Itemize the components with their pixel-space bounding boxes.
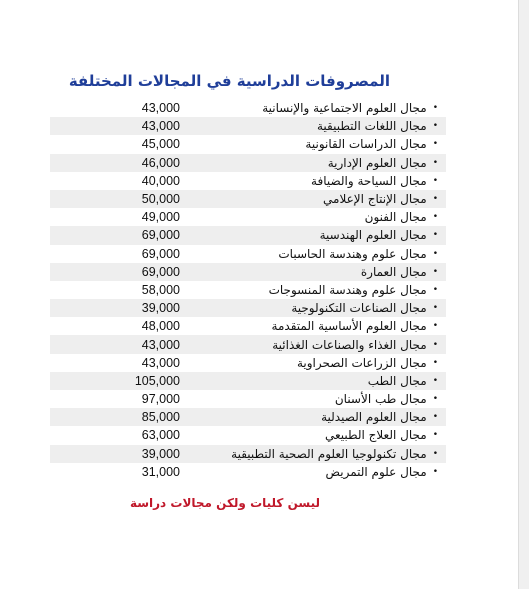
fee-amount: 43,000 (141, 101, 180, 116)
bullet-icon: • (432, 394, 438, 405)
fee-amount: 40,000 (141, 173, 180, 188)
table-row (50, 408, 446, 426)
table-row (50, 317, 446, 335)
field-name-cell (365, 210, 446, 224)
table-row (50, 372, 446, 390)
field-name: مجال العلاج الطبيعي (324, 428, 427, 443)
table-row (50, 390, 446, 408)
fee-amount: 45,000 (141, 137, 180, 152)
fee-amount: 50,000 (141, 192, 180, 207)
table-row (50, 281, 446, 299)
table-row (50, 226, 446, 244)
field-name-cell (328, 156, 446, 170)
fee-amount: 69,000 (141, 264, 180, 279)
field-name: مجال الصناعات التكنولوجية (291, 301, 427, 316)
bullet-icon: • (432, 412, 438, 423)
field-name-cell (361, 265, 446, 279)
bullet-icon: • (432, 303, 438, 314)
bullet-icon: • (432, 430, 438, 441)
bullet-icon: • (432, 284, 438, 295)
field-name: مجال الطب (367, 373, 427, 388)
table-row (50, 445, 446, 463)
fee-amount: 69,000 (141, 228, 180, 243)
fee-amount: 39,000 (141, 301, 180, 316)
fee-amount: 43,000 (141, 337, 180, 352)
field-name: مجال الغذاء والصناعات الغذائية (272, 337, 427, 352)
field-name-cell (323, 192, 446, 206)
field-name: مجال علوم وهندسة الحاسبات (278, 246, 427, 261)
field-name-cell (272, 338, 446, 352)
bullet-icon: • (432, 212, 438, 223)
field-name: مجال علوم التمريض (325, 464, 427, 479)
field-name-cell (305, 137, 446, 151)
field-name: مجال اللغات التطبيقية (316, 119, 427, 134)
fee-amount: 49,000 (141, 210, 180, 225)
field-name-cell (326, 465, 446, 479)
field-name: مجال العلوم الاجتماعية والإنسانية (262, 101, 427, 116)
field-name-cell (335, 392, 446, 406)
table-row (50, 335, 446, 353)
field-name-cell (317, 119, 446, 133)
fees-table (50, 99, 446, 481)
bullet-icon: • (432, 339, 438, 350)
field-name-cell (278, 247, 446, 261)
table-row (50, 135, 446, 153)
field-name: مجال العلوم الإدارية (327, 155, 427, 170)
fee-amount: 58,000 (141, 282, 180, 297)
field-name: مجال تكنولوجيا العلوم الصحية التطبيقية (231, 446, 427, 461)
table-row (50, 263, 446, 281)
table-row (50, 299, 446, 317)
bullet-icon: • (432, 194, 438, 205)
fee-amount: 105,000 (134, 373, 180, 388)
fee-amount: 43,000 (141, 355, 180, 370)
fee-amount: 43,000 (141, 119, 180, 134)
table-row (50, 172, 446, 190)
field-name-cell (269, 283, 446, 297)
field-name: مجال الدراسات القانونية (305, 137, 427, 152)
bullet-icon: • (432, 375, 438, 386)
field-name-cell (311, 174, 446, 188)
fee-amount: 85,000 (141, 410, 180, 425)
table-row (50, 154, 446, 172)
bullet-icon: • (432, 466, 438, 477)
field-name: مجال العمارة (360, 264, 427, 279)
bullet-icon: • (432, 357, 438, 368)
field-name-cell (321, 410, 446, 424)
field-name-cell (231, 447, 446, 461)
field-name: مجال العلوم الهندسية (319, 228, 427, 243)
field-name-cell (297, 356, 446, 370)
fee-amount: 46,000 (141, 155, 180, 170)
bullet-icon: • (432, 103, 438, 114)
fee-amount: 31,000 (141, 464, 180, 479)
table-row (50, 426, 446, 444)
table-row (50, 208, 446, 226)
field-name: مجال العلوم الصيدلية (321, 410, 427, 425)
field-name-cell (272, 319, 446, 333)
fee-amount: 69,000 (141, 246, 180, 261)
field-name: مجال طب الأسنان (334, 392, 427, 407)
table-row (50, 354, 446, 372)
field-name: مجال الإنتاج الإعلامي (323, 192, 427, 207)
table-row (50, 190, 446, 208)
field-name: مجال العلوم الأساسية المتقدمة (271, 319, 427, 334)
bullet-icon: • (432, 248, 438, 259)
table-row (50, 245, 446, 263)
page-title: المصروفات الدراسية في المجالات المختلفة (68, 72, 390, 90)
table-row (50, 463, 446, 481)
field-name-cell (325, 428, 446, 442)
bullet-icon: • (432, 139, 438, 150)
table-row (50, 117, 446, 135)
field-name: مجال علوم وهندسة المنسوجات (268, 282, 427, 297)
field-name-cell (368, 374, 446, 388)
field-name-cell (320, 228, 446, 242)
bullet-icon: • (432, 230, 438, 241)
fee-amount: 39,000 (141, 446, 180, 461)
fee-amount: 63,000 (141, 428, 180, 443)
bullet-icon: • (432, 157, 438, 168)
fee-amount: 97,000 (141, 392, 180, 407)
field-name: مجال الفنون (364, 210, 427, 225)
field-name: مجال الزراعات الصحراوية (296, 355, 427, 370)
field-name: مجال السياحة والضيافة (311, 173, 427, 188)
field-name-cell (262, 101, 446, 115)
bullet-icon: • (432, 121, 438, 132)
bullet-icon: • (432, 175, 438, 186)
table-row (50, 99, 446, 117)
footer-note: ليسن كليات ولكن مجالات دراسة (129, 496, 320, 510)
bullet-icon: • (432, 448, 438, 459)
fee-amount: 48,000 (141, 319, 180, 334)
field-name-cell (291, 301, 446, 315)
bullet-icon: • (432, 321, 438, 332)
bullet-icon: • (432, 266, 438, 277)
